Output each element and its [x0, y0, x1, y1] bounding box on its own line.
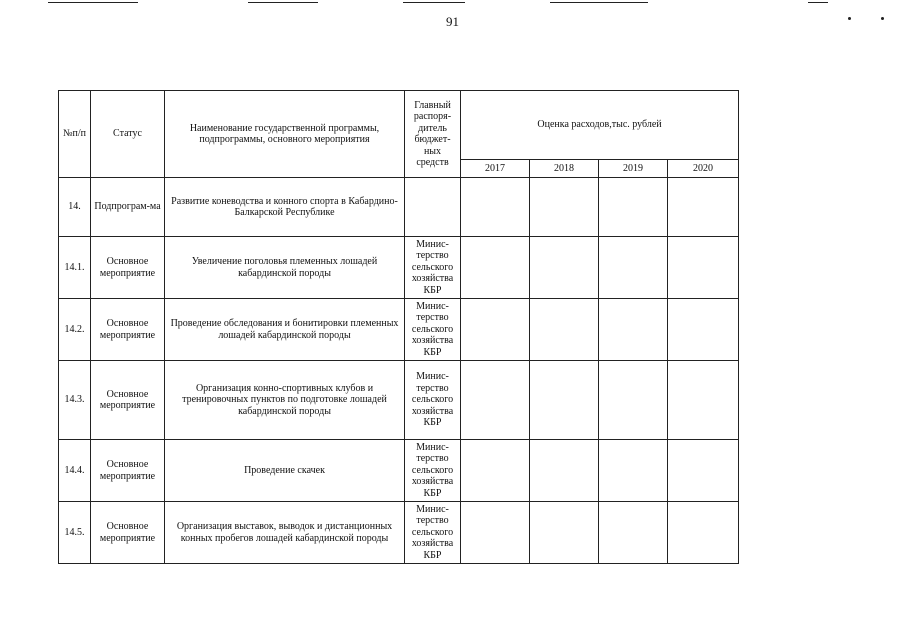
row-name: Организация конно-спортивных клубов и тренировочных пунктов по подготовке лошадей кабардинской породы [165, 361, 405, 440]
row-name: Организация выставок, выводок и дистанционных конных пробегов лошадей кабардинской породы [165, 502, 405, 564]
row-value [599, 361, 668, 440]
row-value [668, 299, 739, 361]
header-num: №п/п [59, 91, 91, 178]
table-row [59, 237, 739, 299]
row-num: 14.5. [59, 502, 91, 564]
row-value [461, 502, 530, 564]
row-value [599, 502, 668, 564]
row-status: Основное мероприятие [91, 237, 165, 299]
row-name: Развитие коневодства и конного спорта в Кабардино-Балкарской Республике [165, 178, 405, 237]
row-value [668, 178, 739, 237]
row-value [530, 440, 599, 502]
row-status: Основное мероприятие [91, 299, 165, 361]
row-status: Основное мероприятие [91, 502, 165, 564]
table-row [59, 361, 739, 440]
row-value [461, 237, 530, 299]
header-year: 2017 [461, 160, 530, 178]
table-row [59, 440, 739, 502]
row-value [461, 361, 530, 440]
row-status: Подпрограм-ма [91, 178, 165, 237]
header-status: Статус [91, 91, 165, 178]
row-value [668, 440, 739, 502]
row-num: 14.2. [59, 299, 91, 361]
row-num: 14.4. [59, 440, 91, 502]
page-number: 91 [446, 14, 459, 29]
row-name: Проведение скачек [165, 440, 405, 502]
row-value [599, 178, 668, 237]
row-value [599, 237, 668, 299]
row-manager: Минис-терство сельского хозяйства КБР [405, 440, 461, 502]
row-name: Проведение обследования и бонитировки племенных лошадей кабардинской породы [165, 299, 405, 361]
row-value [461, 440, 530, 502]
row-value [461, 299, 530, 361]
table-row [59, 299, 739, 361]
row-manager [405, 178, 461, 237]
table-row [59, 178, 739, 237]
scan-artifact-line [550, 2, 648, 3]
table-row [59, 502, 739, 564]
row-value [530, 299, 599, 361]
row-status: Основное мероприятие [91, 361, 165, 440]
table-header-row [59, 91, 739, 160]
scan-artifact-line [48, 2, 138, 3]
row-num: 14.3. [59, 361, 91, 440]
row-name: Увеличение поголовья племенных лошадей кабардинской породы [165, 237, 405, 299]
row-manager: Минис-терство сельского хозяйства КБР [405, 299, 461, 361]
row-value [530, 502, 599, 564]
row-num: 14. [59, 178, 91, 237]
row-value [668, 237, 739, 299]
row-value [599, 299, 668, 361]
header-year: 2018 [530, 160, 599, 178]
header-name: Наименование государственной программы, подпрограммы, основного мероприятия [165, 91, 405, 178]
row-value [530, 178, 599, 237]
row-value [461, 178, 530, 237]
expenses-table [58, 90, 739, 564]
row-value [530, 361, 599, 440]
row-value [599, 440, 668, 502]
header-manager: Главный распоря-дитель бюджет-ных средств [405, 91, 461, 178]
row-status: Основное мероприятие [91, 440, 165, 502]
header-expenses: Оценка расходов,тыс. рублей [461, 91, 739, 160]
row-manager: Минис-терство сельского хозяйства КБР [405, 361, 461, 440]
row-manager: Минис-терство сельского хозяйства КБР [405, 237, 461, 299]
row-manager: Минис-терство сельского хозяйства КБР [405, 502, 461, 564]
scan-artifact-line [248, 2, 318, 3]
row-value [668, 502, 739, 564]
scan-artifact-line [808, 2, 828, 3]
header-year: 2020 [668, 160, 739, 178]
row-value [668, 361, 739, 440]
row-num: 14.1. [59, 237, 91, 299]
row-value [530, 237, 599, 299]
scan-artifact-line [403, 2, 465, 3]
header-year: 2019 [599, 160, 668, 178]
